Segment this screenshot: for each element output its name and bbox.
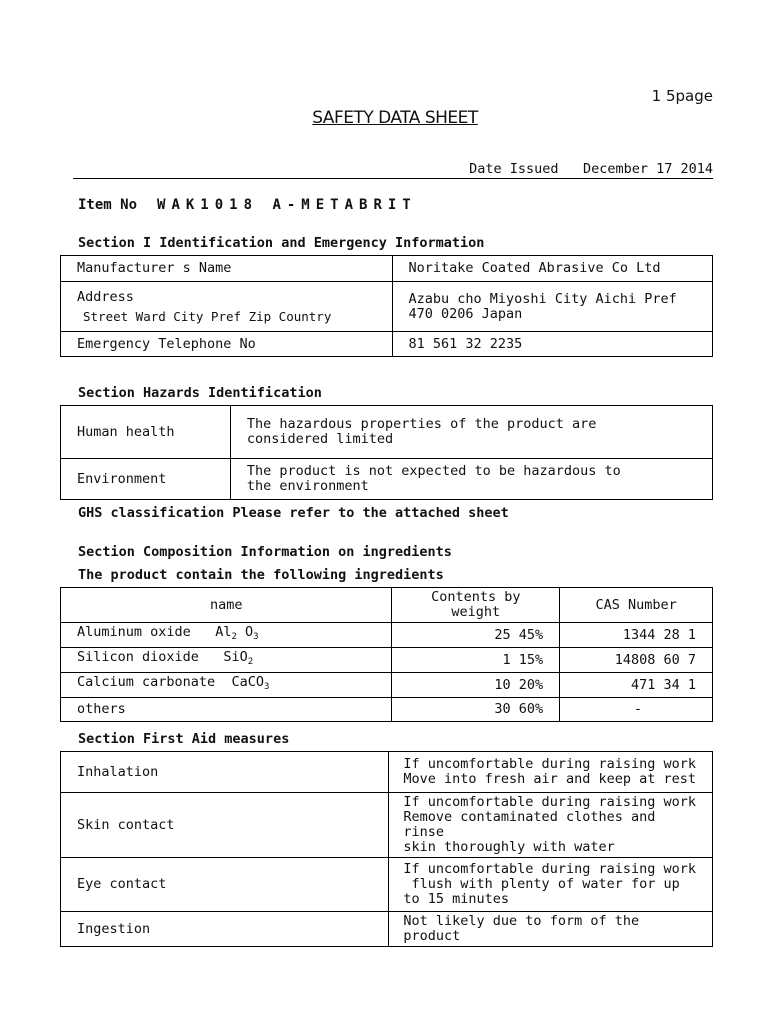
- identification-table: [60, 255, 713, 357]
- human-health-value: [230, 406, 712, 459]
- ingredient-name: others: [61, 698, 392, 722]
- ingredient-weight: 10 20%: [392, 673, 560, 698]
- table-row: [61, 459, 713, 500]
- formula-subscript: 3: [253, 632, 259, 642]
- section4-heading: Section First Aid measures: [78, 731, 290, 747]
- address-line2: 470 0206 Japan: [408, 305, 523, 322]
- environment-line2: the environment: [246, 478, 369, 494]
- formula-subscript: 2: [247, 657, 254, 667]
- ingredient-weight: 1 15%: [392, 648, 560, 673]
- address-label-cell: [61, 282, 393, 332]
- address-sublabel: Street Ward City Pref Zip Country: [83, 308, 332, 324]
- eye-contact-line1: If uncomfortable during raising work: [403, 861, 696, 877]
- eye-contact-line2: flush with plenty of water for up: [403, 876, 680, 892]
- human-health-line2: considered limited: [246, 431, 394, 447]
- ingredient-cas: -: [560, 698, 713, 722]
- section3-subheading: The product contain the following ingredients: [78, 567, 444, 583]
- skin-contact-line2: Remove contaminated clothes and rinse: [403, 809, 656, 840]
- manufacturer-value: Noritake Coated Abrasive Co Ltd: [392, 256, 712, 282]
- telephone-value: 81 561 32 2235: [392, 332, 712, 357]
- date-divider: [73, 178, 713, 179]
- composition-table: [60, 587, 713, 722]
- skin-contact-label: Skin contact: [61, 793, 389, 858]
- eye-contact-label: Eye contact: [61, 858, 389, 912]
- table-row: [61, 648, 713, 673]
- ingredient-name: [61, 623, 392, 648]
- first-aid-table: [60, 751, 713, 947]
- ingredient-cas: 1344 28 1: [560, 623, 713, 648]
- table-row: [61, 332, 713, 357]
- table-row: [61, 673, 713, 698]
- inhalation-line2: Move into fresh air and keep at rest: [403, 771, 696, 787]
- address-line1: Azabu cho Miyoshi City Aichi Pref: [408, 290, 677, 307]
- section2-heading: Section Hazards Identification: [78, 385, 322, 401]
- ingredient-weight: 30 60%: [392, 698, 560, 722]
- eye-contact-line3: to 15 minutes: [403, 891, 510, 907]
- header-weight: Contents by weight: [392, 588, 560, 623]
- skin-contact-line3: skin thoroughly with water: [403, 839, 615, 855]
- environment-line1: The product is not expected to be hazardous to: [246, 463, 621, 479]
- formula: CaCO: [231, 674, 264, 690]
- environment-value: [230, 459, 712, 500]
- skin-contact-line1: If uncomfortable during raising work: [403, 794, 696, 810]
- ingredient-cas: 471 34 1: [560, 673, 713, 698]
- telephone-label: Emergency Telephone No: [61, 332, 393, 357]
- inhalation-label: Inhalation: [61, 752, 389, 793]
- item-label: Item No: [78, 197, 138, 213]
- formula: SiO: [223, 649, 248, 665]
- ingredient-name: [61, 673, 392, 698]
- document-title: SAFETY DATA SHEET: [312, 108, 478, 128]
- hazards-table: [60, 405, 713, 500]
- table-row: [61, 282, 713, 332]
- ingestion-value: Not likely due to form of the product: [389, 912, 713, 947]
- table-row: [61, 858, 713, 912]
- table-row: [61, 912, 713, 947]
- ingredient-name: [61, 648, 392, 673]
- table-header-row: [61, 588, 713, 623]
- table-row: [61, 256, 713, 282]
- header-cas: CAS Number: [560, 588, 713, 623]
- section1-heading: Section I Identification and Emergency Information: [78, 235, 485, 251]
- header-name: name: [61, 588, 392, 623]
- skin-contact-value: [389, 793, 713, 858]
- environment-label: Environment: [61, 459, 231, 500]
- item-value: WAK1018 A-METABRIT: [157, 197, 417, 213]
- date-value: December 17 2014: [582, 161, 713, 177]
- eye-contact-value: [389, 858, 713, 912]
- table-row: [61, 623, 713, 648]
- table-row: [61, 406, 713, 459]
- ingredient-label: Calcium carbonate: [77, 674, 216, 690]
- section3-heading: Section Composition Information on ingredients: [78, 544, 452, 560]
- date-issued: [469, 161, 713, 177]
- ingredient-label: Silicon dioxide: [77, 649, 199, 665]
- manufacturer-label: Manufacturer s Name: [61, 256, 393, 282]
- page-number: 1 5page: [651, 87, 713, 105]
- address-label: Address: [77, 288, 134, 305]
- human-health-label: Human health: [61, 406, 231, 459]
- ghs-classification: GHS classification Please refer to the attached sheet: [78, 505, 509, 521]
- ingestion-label: Ingestion: [61, 912, 389, 947]
- ingredient-cas: 14808 60 7: [560, 648, 713, 673]
- inhalation-value: [389, 752, 713, 793]
- formula-subscript: 3: [263, 682, 270, 692]
- table-row: [61, 698, 713, 722]
- formula: Al: [215, 624, 232, 640]
- human-health-line1: The hazardous properties of the product are: [246, 416, 597, 432]
- address-value-cell: [392, 282, 712, 332]
- ingredient-weight: 25 45%: [392, 623, 560, 648]
- table-row: [61, 752, 713, 793]
- formula: O: [245, 624, 254, 640]
- inhalation-line1: If uncomfortable during raising work: [403, 756, 696, 772]
- item-number: [78, 197, 417, 213]
- date-label: Date Issued: [469, 161, 559, 177]
- formula-subscript: 2: [231, 632, 237, 642]
- table-row: [61, 793, 713, 858]
- ingredient-label: Aluminum oxide: [77, 624, 191, 640]
